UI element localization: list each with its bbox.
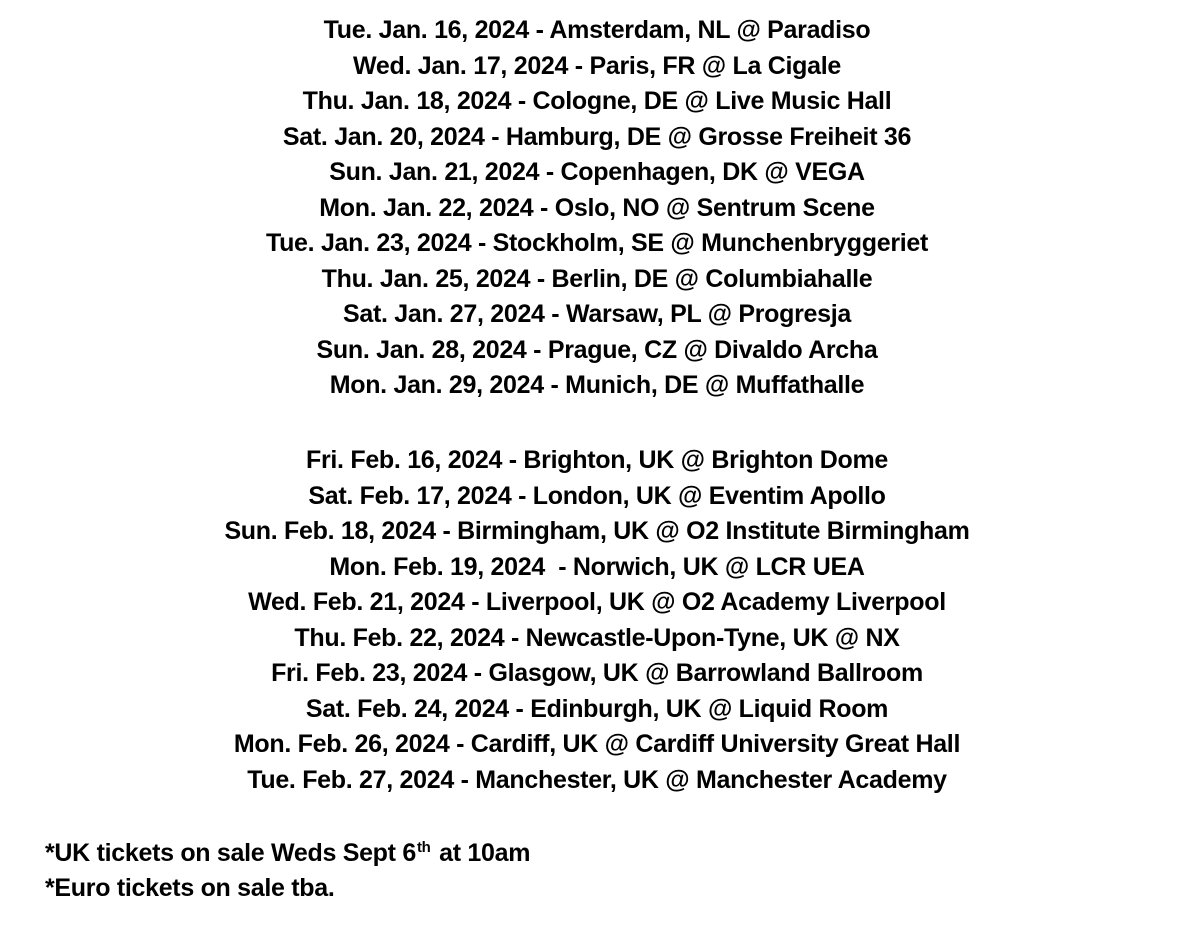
uk-ticket-note [45, 836, 530, 871]
tour-date-line: Wed. Jan. 17, 2024 - Paris, FR @ La Cigale [353, 51, 841, 80]
euro-ticket-note: *Euro tickets on sale tba. [45, 874, 335, 902]
tour-date-line: Sun. Jan. 28, 2024 - Prague, CZ @ Divaldo Archa [316, 335, 878, 364]
tour-date-line: Tue. Feb. 27, 2024 - Manchester, UK @ Manchester Academy [247, 765, 947, 794]
tour-date-line: Thu. Jan. 18, 2024 - Cologne, DE @ Live Music Hall [302, 87, 892, 115]
tour-date-line: Sat. Jan. 27, 2024 - Warsaw, PL @ Progresja [342, 300, 851, 328]
uk-ticket-note-text: *UK tickets on sale Weds Sept 6 [45, 839, 416, 867]
uk-ticket-note-ordinal: th [416, 839, 431, 856]
ticket-notes [45, 836, 530, 906]
tour-date-line: Sun. Feb. 18, 2024 - Birmingham, UK @ O2 Institute Birmingham [224, 517, 970, 545]
tour-date-line: Tue. Jan. 23, 2024 - Stockholm, SE @ Munchenbryggeriet [265, 229, 929, 257]
tour-date-line: Mon. Feb. 26, 2024 - Cardiff, UK @ Cardiff University Great Hall [233, 730, 961, 758]
tour-date-line: Thu. Feb. 22, 2024 - Newcastle-Upon-Tyne, UK @ NX [294, 623, 900, 652]
tour-date-line: Fri. Feb. 16, 2024 - Brighton, UK @ Brighton Dome [306, 446, 888, 474]
tour-date-line: Sat. Feb. 24, 2024 - Edinburgh, UK @ Liquid Room [305, 694, 889, 723]
tour-date-line: Sun. Jan. 21, 2024 - Copenhagen, DK @ VEGA [329, 158, 865, 186]
uk-ticket-note-time: at 10am [432, 839, 531, 867]
tour-date-line: Mon. Jan. 29, 2024 - Munich, DE @ Muffathalle [329, 371, 865, 399]
europe-tour-dates [0, 13, 1200, 404]
tour-date-line: Sat. Jan. 20, 2024 - Hamburg, DE @ Grosse Freiheit 36 [282, 122, 912, 151]
tour-date-line: Mon. Jan. 22, 2024 - Oslo, NO @ Sentrum Scene [319, 193, 875, 222]
tour-date-line: Thu. Jan. 25, 2024 - Berlin, DE @ Columbiahalle [321, 264, 873, 293]
tour-date-line: Sat. Feb. 17, 2024 - London, UK @ Eventim Apollo [308, 481, 886, 510]
tour-date-line: Tue. Jan. 16, 2024 - Amsterdam, NL @ Paradiso [323, 16, 871, 44]
tour-date-line: Wed. Feb. 21, 2024 - Liverpool, UK @ O2 Academy Liverpool [248, 588, 946, 616]
uk-tour-dates [0, 443, 1200, 798]
tour-date-line: Mon. Feb. 19, 2024 - Norwich, UK @ LCR UEA [329, 552, 865, 581]
tour-date-line: Fri. Feb. 23, 2024 - Glasgow, UK @ Barrowland Ballroom [271, 659, 923, 687]
